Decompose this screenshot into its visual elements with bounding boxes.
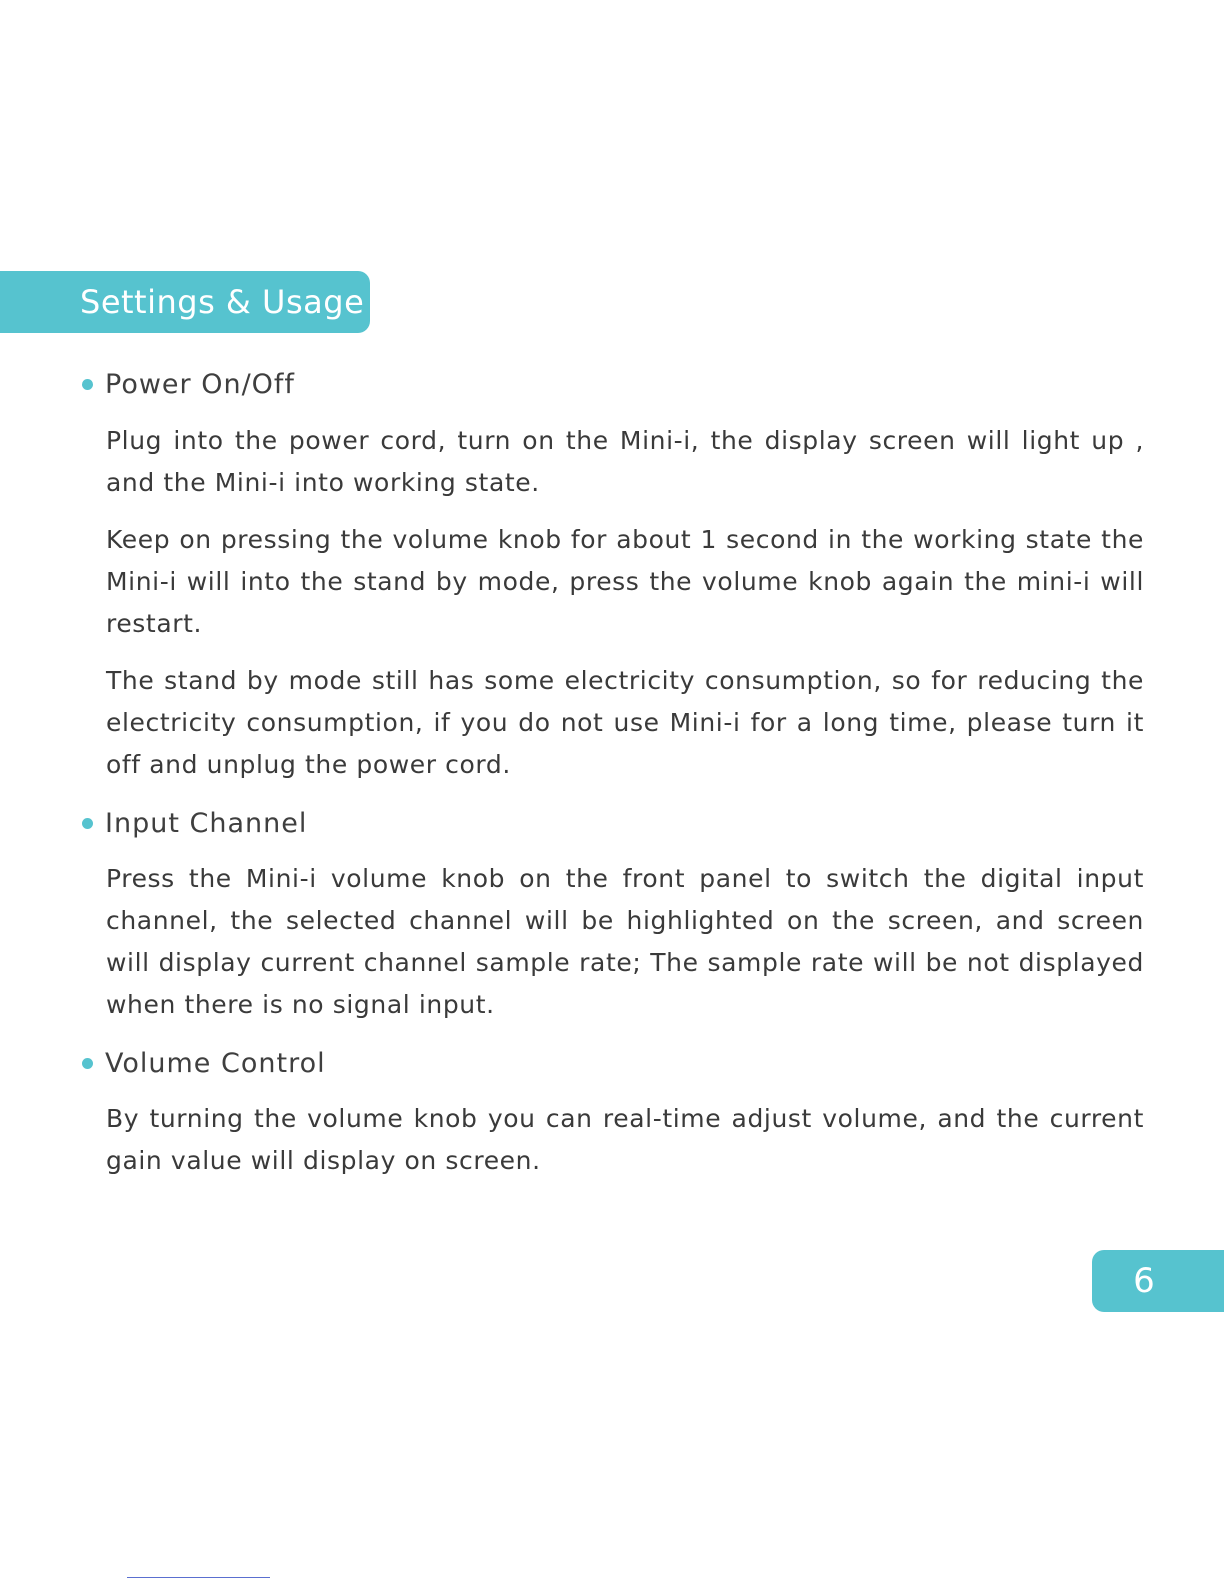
paragraph-power-standby: Keep on pressing the volume knob for about 1 second in the working state the Mini-i will into the stand by mode, press the volume knob again the mini-i will restart. xyxy=(106,525,1144,638)
heading-volume-control xyxy=(82,1046,326,1080)
heading-label: Power On/Off xyxy=(105,368,295,400)
section-header-tab xyxy=(0,271,370,333)
heading-label: Volume Control xyxy=(105,1047,326,1079)
footer-rule xyxy=(127,1577,270,1578)
bullet-icon xyxy=(82,818,93,829)
paragraph-volume-control: By turning the volume knob you can real-time adjust volume, and the current gain value will display on screen. xyxy=(106,1104,1144,1175)
page-number: 6 xyxy=(1133,1261,1155,1301)
paragraph-input-channel: Press the Mini-i volume knob on the front panel to switch the digital input channel, the selected channel will be highlighted on the screen, and screen will display current channel sample rate; The sample rate will be not displayed when there is no signal input. xyxy=(106,864,1144,1019)
paragraph-power-plug-in: Plug into the power cord, turn on the Mini-i, the display screen will light up , and the Mini-i into working state. xyxy=(106,426,1144,497)
page-number-tab xyxy=(1092,1250,1224,1312)
heading-power-on-off xyxy=(82,367,295,401)
heading-input-channel xyxy=(82,806,307,840)
paragraph-power-consumption: The stand by mode still has some electricity consumption, so for reducing the electricity consumption, if you do not use Mini-i for a long time, please turn it off and unplug the power cord. xyxy=(106,666,1144,779)
bullet-icon xyxy=(82,1058,93,1069)
heading-label: Input Channel xyxy=(105,807,308,839)
bullet-icon xyxy=(82,379,93,390)
section-title: Settings & Usage xyxy=(80,283,365,321)
